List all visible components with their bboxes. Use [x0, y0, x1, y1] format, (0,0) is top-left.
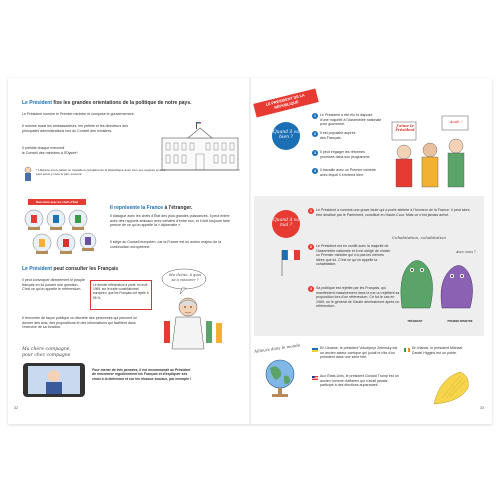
right-page-number: 33 — [480, 406, 484, 410]
bottom-badge-1: 1 — [308, 208, 314, 214]
item-badge-2: 2 — [312, 131, 318, 137]
section2-para1: Il dialogue avec les chefs d'État des plus grandes puissances. Il peut entrer avec des rapports amicaux avec certains d'entre eux, et il doit toujours faire preuve de ce qu'on appelle la « diplomatie ». — [110, 214, 230, 228]
cohabitation-label: Cohabitation, cohabitation — [392, 235, 446, 240]
monster-label-premier-ministre: PREMIER MINISTRE — [447, 320, 473, 323]
section2-heading: Il représente la France à l'étranger. — [110, 205, 193, 211]
left-footnote: * L'Elysée est le palais où travaille le président de la République avec tous ses équipes et où il peut aussi y vivre le plus souvent. — [36, 168, 166, 176]
world-label: Ailleurs dans le monde — [253, 342, 301, 354]
left-heading: Le Président fixe les grandes orientations de la politique de notre pays. — [22, 100, 192, 106]
book-gutter — [249, 78, 251, 424]
supporter-sign-1: J'aime le Président — [395, 124, 415, 133]
hand-note: Ma chère compagne, pour chez compagne — [22, 347, 71, 358]
ukraine-flag-icon — [312, 348, 318, 352]
item-badge-3: 3 — [312, 150, 318, 156]
monster-label-president: PRÉSIDENT — [407, 320, 423, 323]
flags-illustration — [280, 248, 302, 278]
usa-flag-icon — [312, 376, 318, 380]
referendum-box-text: Le dernier référendum a porté, en avril 1969, sur le traité constitutionnel européen, que les Français ont rejeté à 55 %. — [93, 283, 149, 300]
bottom-badge-2: 2 — [308, 244, 314, 250]
supporter-sign-2: Aaah ! — [449, 119, 463, 124]
left-para1: Le Président nomme le Premier ministre et compose le gouvernement. — [22, 112, 135, 116]
top-item-2: Il est populaire auprès des Français. — [320, 131, 356, 140]
left-page-number: 32 — [14, 406, 18, 410]
section3-para1: Il peut convoquer directement le peuple français en lui posant une question. C'est ce qu'on appelle le référendum. — [22, 278, 85, 292]
item-badge-4: 4 — [312, 168, 318, 174]
bottom-item-3: Sa politique est rejetée par les Français, qui manifestent massivement dans la rue ou rejettent sa proposition lors d'un référendum. Ce fut le cas en 1969, où le général de Gaulle démissionne après un référendum. — [316, 286, 400, 309]
bottom-item-1: Le Président a commis une grave faute qui a porté atteinte à l'honneur de la France. Il peut alors être destitué par le Parlement, constitué en Haute-Cour. Mais ce n'est jamais arrivé. — [316, 208, 470, 217]
speech-bubble-text: Ma chérie, à quoi sa à rassurer ? — [169, 273, 201, 282]
globe-illustration — [262, 358, 298, 398]
left-para3a: Il préside chaque mercredi — [22, 146, 65, 150]
quand-il-va-mal-circle: Quand il va mal ? — [272, 210, 300, 238]
item-badge-1: 1 — [312, 113, 318, 119]
top-item-4: Il travaille avec un Premier ministre avec lequel il s'entend bien. — [320, 168, 376, 177]
harp-illustration — [430, 368, 474, 408]
world-item-ukraine: En Ukraine, le président Volodymyr Zelensky est un ancien acteur comique qui jouait le rôle d'un président dans une série télé. — [320, 346, 398, 360]
ireland-flag-icon — [404, 348, 410, 352]
quand-il-va-bien-circle: Quand il va bien ? — [272, 122, 300, 150]
snow-globes-illustration — [22, 207, 98, 257]
small-president-figure — [22, 166, 34, 182]
referendum-box — [90, 280, 152, 310]
elysee-palace-illustration — [160, 120, 240, 175]
left-caption: Pour mener de très pensées, il est recommandé au Président de rencontrer régulièrement les Français et d'expliquer ses choix à la télévision et sur les réseaux sociaux, par exemple ! — [92, 368, 191, 381]
bottom-badge-3: 3 — [308, 286, 314, 292]
bottom-item-2: Le Président est en conflit avec la majorité de l'Assemblée nationale et il est obligé de choisir un Premier ministre qui n'a pas les mêmes idées que lui. C'est ce qu'on appelle la cohabitation. — [316, 244, 391, 267]
left-para2: Il nomme aussi les ambassadeurs, les préfets et les directeurs des principales administrations lors du Conseil des ministres. — [22, 124, 129, 133]
monsters-illustration — [394, 248, 480, 312]
world-item-ireland: En Irlande, le président Michael Daniel Higgins est un poète. — [412, 346, 463, 355]
president-banner: LE PRÉSIDENT DE LA RÉPUBLIQUE — [253, 88, 318, 117]
section2-para2: Il siège au Conseil européen, car la France est un acteur majeur de la construction européenne. — [110, 240, 222, 249]
top-item-1: Le Président a été élu et dispose d'une majorité à l'Assemblée nationale pour gouverner. — [320, 113, 382, 127]
section3-heading: Le Président peut consulter les Français — [22, 266, 119, 272]
section3-para2: Il rencontre de façon publique ou discrète des personnes qui peuvent lui donner des avis, des propositions et des informations qui facilitent dans l'exercice de sa fonction. — [22, 316, 137, 330]
top-item-3: Il peut engager les réformes promises dans son programme. — [320, 150, 371, 159]
left-para3b: le Conseil des ministres à l'Elysée*. — [22, 151, 79, 155]
world-item-usa: Aux États-Unis, le président Donald Trump est un ancien homme d'affaires qui n'avait jamais participé à des élections auparavant. — [320, 374, 399, 388]
cohabitation-label-2: Avec vous ? — [456, 250, 476, 254]
phone-illustration — [22, 362, 86, 398]
president-holding-ties-illustration — [160, 293, 230, 349]
chefs-etat-banner: Rencontre avec les chefs d'État — [28, 199, 86, 205]
